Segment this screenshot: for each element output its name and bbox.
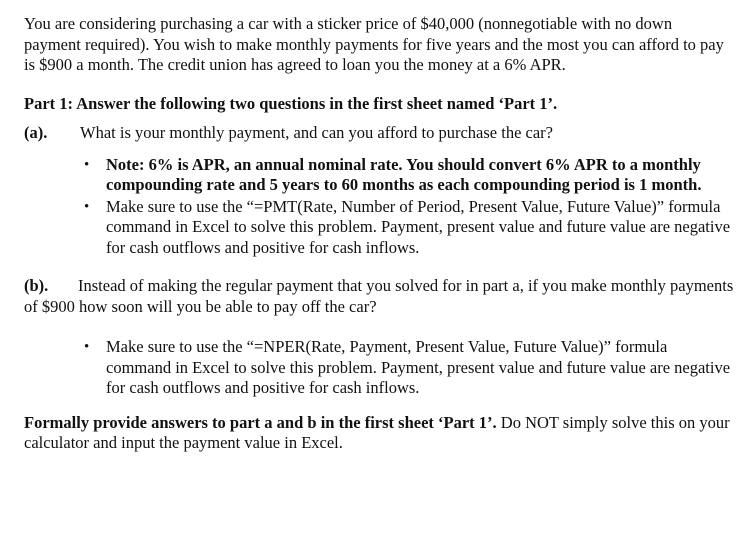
bullet-icon: •	[84, 198, 90, 215]
question-a-label: (a).	[24, 123, 48, 142]
question-a	[24, 123, 734, 144]
part1-heading: Part 1: Answer the following two questions in the first sheet named ‘Part 1’.	[24, 93, 558, 113]
final-instruction	[24, 413, 734, 454]
question-b	[24, 276, 734, 317]
bullet-icon: •	[84, 156, 90, 173]
document-page	[24, 14, 734, 454]
question-a-bullets	[24, 155, 734, 259]
final-instruction-bold: Formally provide answers to part a and b in the first sheet ‘Part 1’.	[24, 412, 497, 432]
nper-instruction-text: Make sure to use the “=NPER(Rate, Payment, Present Value, Future Value)” formula command in Excel to solve this problem. Payment, present value and future value are negative for cash outflows and positive for cash inflows.	[106, 337, 731, 397]
question-b-label: (b).	[24, 276, 49, 295]
list-item	[82, 197, 734, 259]
final-instruction-rest: Do NOT simply solve this on your calculator and input the payment value in Excel.	[24, 412, 730, 452]
list-item	[82, 337, 734, 399]
question-a-text: What is your monthly payment, and can you afford to purchase the car?	[80, 123, 553, 142]
note-text: Note: 6% is APR, an annual nominal rate. You should convert 6% APR to a monthly compounding rate and 5 years to 60 months as each compounding period is 1 month.	[106, 154, 702, 194]
pmt-instruction-text: Make sure to use the “=PMT(Rate, Number of Period, Present Value, Future Value)” formula command in Excel to solve this problem. Payment, present value and future value are negative for cash outflows and positive for cash inflows.	[106, 196, 731, 257]
intro-paragraph: You are considering purchasing a car with a sticker price of $40,000 (nonnegotiable with no down payment required). You wish to make monthly payments for five years and the most you can afford to pay is $900 a month. The credit union has agreed to loan you the money at a 6% APR.	[24, 14, 724, 74]
question-b-bullets	[24, 337, 734, 399]
list-item	[82, 155, 734, 196]
bullet-icon: •	[84, 339, 90, 355]
question-b-text: Instead of making the regular payment that you solved for in part a, if you make monthly payments of $900 how soon will you be able to pay off the car?	[24, 276, 734, 316]
